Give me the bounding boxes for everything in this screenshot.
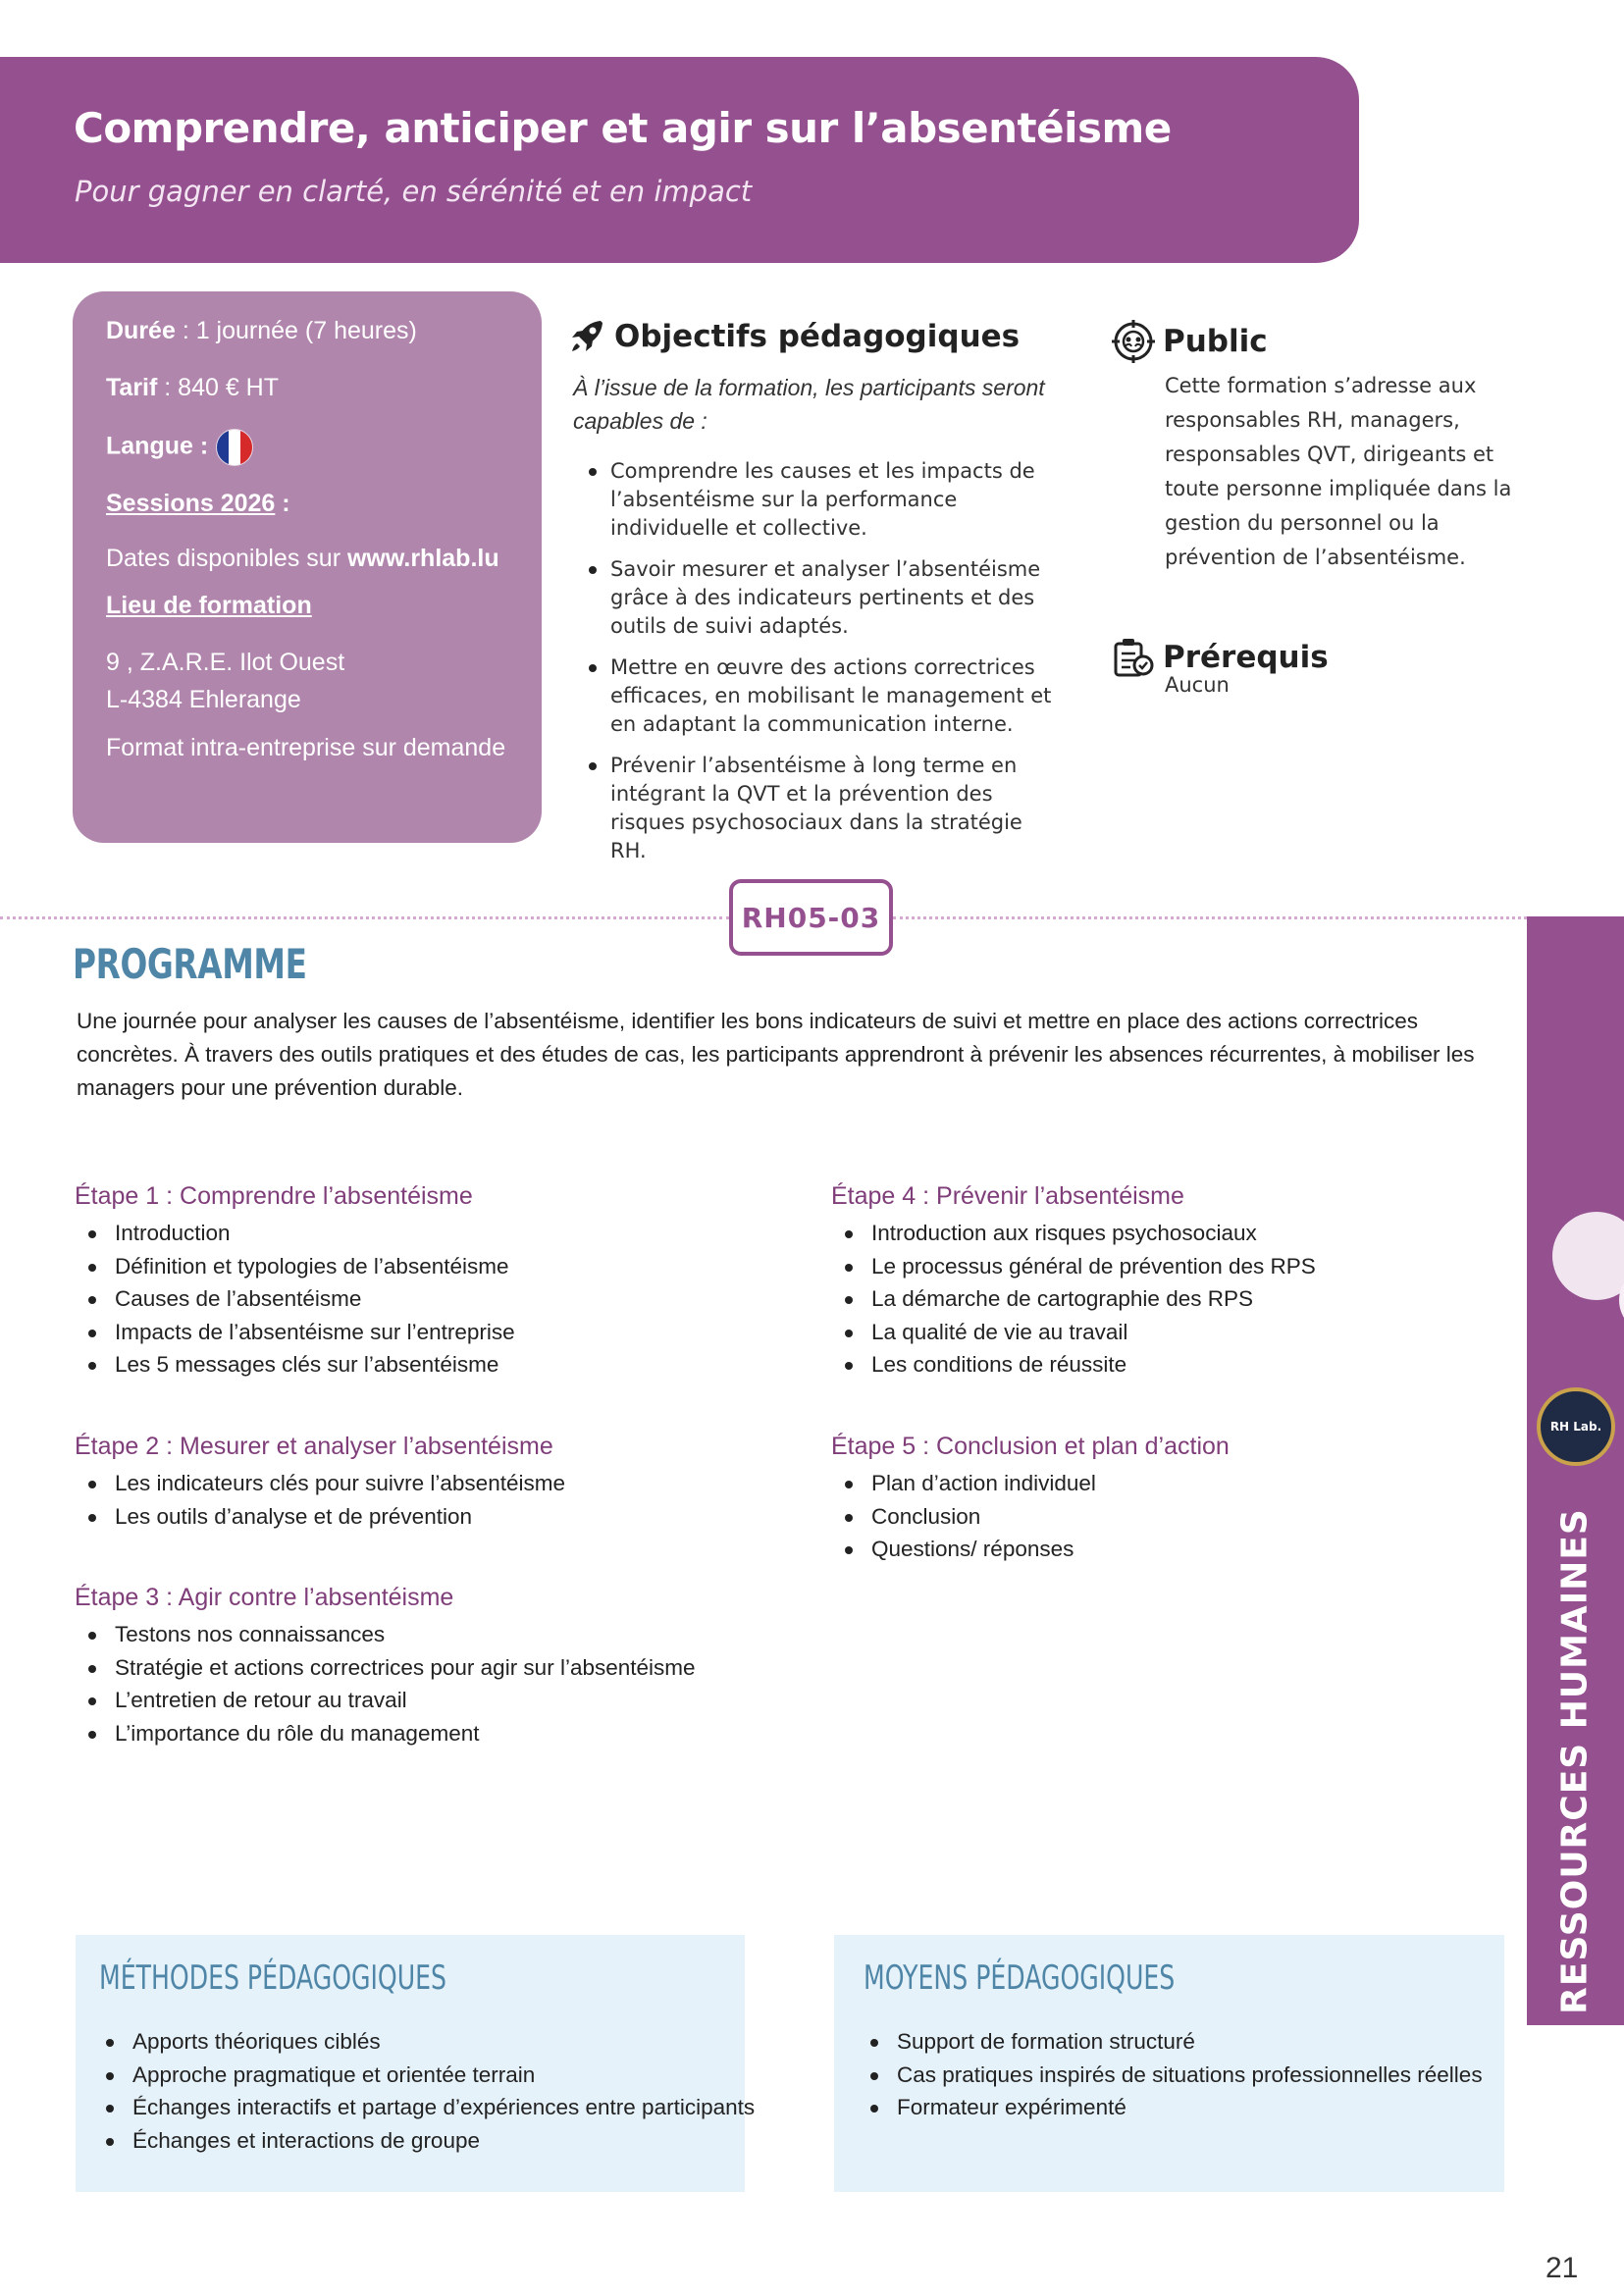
dates-line bbox=[106, 545, 499, 573]
means-box bbox=[834, 1935, 1504, 2192]
category-label: RESSOURCES HUMAINES bbox=[1554, 1508, 1596, 2014]
course-code-badge: RH05-03 bbox=[729, 879, 893, 956]
french-flag-icon bbox=[216, 429, 253, 466]
page-number: 21 bbox=[1545, 2252, 1579, 2284]
public-heading bbox=[1112, 320, 1268, 363]
address-line-1: 9 , Z.A.R.E. Ilot Ouest bbox=[106, 649, 345, 676]
list-item: Causes de l’absentéisme bbox=[75, 1282, 515, 1316]
sessions-line bbox=[106, 490, 290, 518]
step-title: Étape 2 : Mesurer et analyser l’absentéisme bbox=[75, 1433, 553, 1460]
objectives-intro: À l’issue de la formation, les participants seront capables de : bbox=[573, 375, 1045, 434]
methods-list bbox=[99, 2025, 755, 2157]
programme-description: Une journée pour analyser les causes de l’absentéisme, identifier les bons indicateurs de suivi et mettre en place des actions correctrices concrètes. À travers des outils pratiques et des études de cas, les participants apprendront à prévenir les absences récurrentes, à mobiliser les managers pour une prévention durable. bbox=[77, 1009, 1475, 1100]
price-label: Tarif bbox=[106, 374, 158, 401]
programme-step-2 bbox=[75, 1433, 565, 1533]
logo-text: RH Lab. bbox=[1549, 1420, 1602, 1434]
target-audience-icon bbox=[1112, 320, 1155, 363]
public-text: Cette formation s’adresse aux responsables RH, managers, responsables QVT, dirigeants et toute personne impliquée dans la gestion du personnel ou la prévention de l’absentéisme. bbox=[1165, 374, 1512, 569]
list-item: Testons nos connaissances bbox=[75, 1618, 696, 1651]
list-item: Introduction bbox=[75, 1217, 515, 1250]
list-item: Prévenir l’absentéisme à long terme en intégrant la QVT et la prévention des risques psychosociaux dans la stratégie RH. bbox=[589, 752, 1060, 865]
section-divider-right bbox=[893, 916, 1527, 919]
language-label: Langue : bbox=[106, 432, 209, 460]
language-line bbox=[106, 429, 253, 466]
list-item: Support de formation structuré bbox=[864, 2025, 1483, 2059]
duration-value: : 1 journée (7 heures) bbox=[175, 317, 417, 344]
list-item: Conclusion bbox=[831, 1500, 1230, 1534]
step-list bbox=[75, 1217, 515, 1382]
prerequisites-text: Aucun bbox=[1165, 673, 1230, 697]
step-title: Étape 5 : Conclusion et plan d’action bbox=[831, 1433, 1230, 1460]
prerequisites-icon bbox=[1112, 636, 1155, 679]
dates-text: Dates disponibles sur bbox=[106, 545, 347, 572]
price-line bbox=[106, 374, 279, 402]
location-label: Lieu de formation bbox=[106, 592, 312, 619]
step-title: Étape 3 : Agir contre l’absentéisme bbox=[75, 1584, 454, 1611]
list-item: Les 5 messages clés sur l’absentéisme bbox=[75, 1348, 515, 1382]
list-item: Plan d’action individuel bbox=[831, 1467, 1230, 1500]
step-list bbox=[75, 1618, 696, 1749]
step-title: Étape 4 : Prévenir l’absentéisme bbox=[831, 1182, 1184, 1210]
info-card bbox=[73, 291, 542, 843]
list-item: Savoir mesurer et analyser l’absentéisme grâce à des indicateurs pertinents et des outils de suivi adaptés. bbox=[589, 555, 1060, 641]
sessions-label: Sessions 2026 bbox=[106, 490, 276, 517]
header-banner bbox=[0, 57, 1359, 263]
list-item: Apports théoriques ciblés bbox=[99, 2025, 755, 2059]
list-item: Approche pragmatique et orientée terrain bbox=[99, 2059, 755, 2092]
prerequisites-title: Prérequis bbox=[1163, 640, 1329, 675]
list-item: Échanges interactifs et partage d’expériences entre participants bbox=[99, 2091, 755, 2124]
section-divider-left bbox=[0, 916, 729, 919]
public-title: Public bbox=[1163, 324, 1268, 359]
list-item: Cas pratiques inspirés de situations professionnelles réelles bbox=[864, 2059, 1483, 2092]
methods-title: MÉTHODES PÉDAGOGIQUES bbox=[99, 1958, 447, 1998]
rh-lab-logo bbox=[1537, 1387, 1615, 1466]
list-item: Formateur expérimenté bbox=[864, 2091, 1483, 2124]
list-item: L’entretien de retour au travail bbox=[75, 1684, 696, 1717]
step-list bbox=[831, 1467, 1230, 1566]
duration-label: Durée bbox=[106, 317, 176, 344]
list-item: Le processus général de prévention des RPS bbox=[831, 1250, 1316, 1283]
sessions-suffix: : bbox=[275, 490, 290, 517]
programme-title: PROGRAMME bbox=[73, 940, 307, 988]
programme-step-5 bbox=[831, 1433, 1230, 1566]
list-item: Les conditions de réussite bbox=[831, 1348, 1316, 1382]
list-item: Impacts de l’absentéisme sur l’entreprise bbox=[75, 1316, 515, 1349]
list-item: Introduction aux risques psychosociaux bbox=[831, 1217, 1316, 1250]
list-item: Les indicateurs clés pour suivre l’absentéisme bbox=[75, 1467, 565, 1500]
step-title: Étape 1 : Comprendre l’absentéisme bbox=[75, 1182, 473, 1210]
means-title: MOYENS PÉDAGOGIQUES bbox=[864, 1958, 1176, 1998]
list-item: Stratégie et actions correctrices pour agir sur l’absentéisme bbox=[75, 1651, 696, 1685]
rocket-icon bbox=[567, 317, 606, 356]
objectives-heading bbox=[567, 317, 1020, 356]
address-line-2: L-4384 Ehlerange bbox=[106, 686, 301, 713]
format-text: Format intra-entreprise sur demande bbox=[106, 734, 506, 761]
objectives-list bbox=[589, 457, 1060, 878]
website-link[interactable]: www.rhlab.lu bbox=[346, 545, 499, 572]
programme-step-4 bbox=[831, 1182, 1316, 1382]
list-item: Les outils d’analyse et de prévention bbox=[75, 1500, 565, 1534]
duration-line bbox=[106, 317, 417, 345]
location-heading bbox=[106, 592, 312, 620]
page-title: Comprendre, anticiper et agir sur l’absentéisme bbox=[74, 104, 1172, 152]
step-list bbox=[75, 1467, 565, 1533]
step-list bbox=[831, 1217, 1316, 1382]
list-item: Comprendre les causes et les impacts de l’absentéisme sur la performance individuelle et collective. bbox=[589, 457, 1060, 543]
objectives-title: Objectifs pédagogiques bbox=[614, 319, 1021, 354]
means-list bbox=[864, 2025, 1483, 2124]
list-item: La qualité de vie au travail bbox=[831, 1316, 1316, 1349]
list-item: Questions/ réponses bbox=[831, 1533, 1230, 1566]
page-subtitle: Pour gagner en clarté, en sérénité et en impact bbox=[75, 175, 753, 208]
list-item: Mettre en œuvre des actions correctrices efficaces, en mobilisant le management et en adaptant la communication interne. bbox=[589, 653, 1060, 739]
list-item: L’importance du rôle du management bbox=[75, 1717, 696, 1750]
programme-step-1 bbox=[75, 1182, 515, 1382]
price-value: : 840 € HT bbox=[157, 374, 279, 401]
list-item: La démarche de cartographie des RPS bbox=[831, 1282, 1316, 1316]
programme-step-3 bbox=[75, 1584, 696, 1749]
methods-box bbox=[76, 1935, 756, 2192]
list-item: Échanges et interactions de groupe bbox=[99, 2124, 755, 2158]
list-item: Définition et typologies de l’absentéisme bbox=[75, 1250, 515, 1283]
